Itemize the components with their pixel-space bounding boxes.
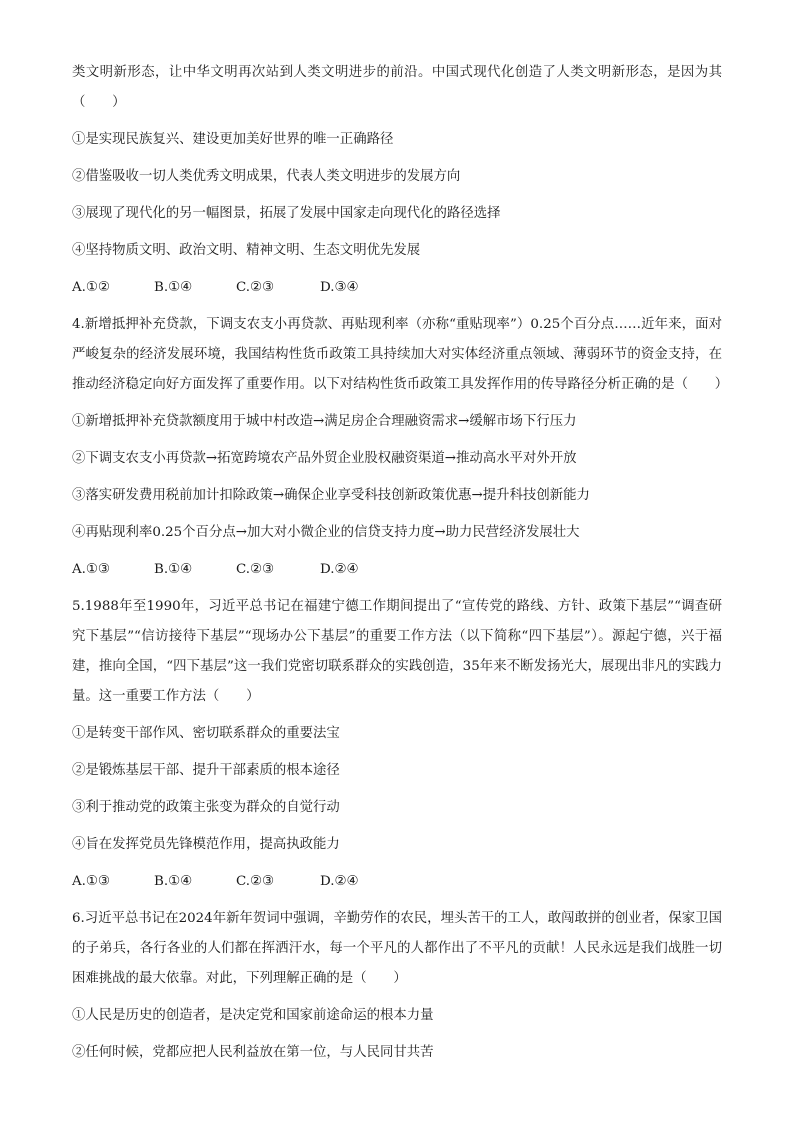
q4-option-b: B.①④ <box>154 562 193 577</box>
q3-options <box>72 273 722 303</box>
q5-stem: 5.1988年至1990年，习近平总书记在福建宁德工作期间提出了“宣传党的路线、方针、政策下基层”“调查研究下基层”“信访接待下基层”“现场办公下基层”的重要工作方法（以下简称“四下基层”）。源起宁德，兴于福建，推向全国，“四下基层”这一我们党密切联系群众的实践创造，35年来不断发扬光大，展现出非凡的实践力量。这一重要工作方法（ ） <box>72 599 722 704</box>
q6-stem: 6.习近平总书记在2024年新年贺词中强调，辛勤劳作的农民，埋头苦干的工人，敢闯敢拼的创业者，保家卫国的子弟兵，各行各业的人们都在挥洒汗水，每一个平凡的人都作出了不平凡的贡献！人民永远是我们战胜一切困难挑战的最大依靠。对此，下列理解正确的是（ ） <box>72 911 722 986</box>
q5-option-b: B.①④ <box>154 874 193 889</box>
q3-stem: 类文明新形态，让中华文明再次站到人类文明进步的前沿。中国式现代化创造了人类文明新形态，是因为其（ ） <box>72 65 722 110</box>
q3-option-d: D.③④ <box>320 280 359 295</box>
q4-option-c: C.②③ <box>236 562 275 577</box>
q3-option-a: A.①② <box>72 280 110 295</box>
q5-option-a: A.①③ <box>72 874 110 889</box>
q3-option-c: C.②③ <box>236 280 275 295</box>
q3-item-3: ③展现了现代化的另一幅图景，拓展了发展中国家走向现代化的路径选择 <box>72 206 501 221</box>
q4-item-1: ①新增抵押补充贷款额度用于城中村改造→满足房企合理融资需求→缓解市场下行压力 <box>72 414 577 429</box>
q6-item-1: ①人民是历史的创造者，是决定党和国家前途命运的根本力量 <box>72 1008 434 1023</box>
q4-item-4: ④再贴现利率0.25个百分点→加大对小微企业的信贷支持力度→助力民营经济发展壮大 <box>72 525 580 540</box>
q5-option-c: C.②③ <box>236 874 275 889</box>
q4-option-a: A.①③ <box>72 562 110 577</box>
q4-item-3: ③落实研发费用税前加计扣除政策→确保企业享受科技创新政策优惠→提升科技创新能力 <box>72 488 590 503</box>
q5-options <box>72 867 722 897</box>
q4-option-d: D.②④ <box>320 562 359 577</box>
q3-item-1: ①是实现民族复兴、建设更加美好世界的唯一正确路径 <box>72 132 394 147</box>
q3-item-4: ④坚持物质文明、政治文明、精神文明、生态文明优先发展 <box>72 243 421 258</box>
q5-item-1: ①是转变干部作风、密切联系群众的重要法宝 <box>72 726 340 741</box>
exam-page <box>72 58 729 1068</box>
q6-item-2: ②任何时候，党都应把人民利益放在第一位，与人民同甘共苦 <box>72 1045 434 1060</box>
q3-option-b: B.①④ <box>154 280 193 295</box>
q5-option-d: D.②④ <box>320 874 359 889</box>
q4-options <box>72 555 722 585</box>
q4-stem: 4.新增抵押补充贷款，下调支农支小再贷款、再贴现利率（亦称“重贴现率”）0.25个百分点……近年来，面对严峻复杂的经济发展环境，我国结构性货币政策工具持续加大对实体经济重点领域、薄弱环节的资金支持，在推动经济稳定向好方面发挥了重要作用。以下对结构性货币政策工具发挥作用的传导路径分析正确的是（ ） <box>72 317 729 392</box>
q5-item-2: ②是锻炼基层干部、提升干部素质的根本途径 <box>72 763 340 778</box>
q5-item-4: ④旨在发挥党员先锋模范作用，提高执政能力 <box>72 837 340 852</box>
q4-item-2: ②下调支农支小再贷款→拓宽跨境农产品外贸企业股权融资渠道→推动高水平对外开放 <box>72 451 577 466</box>
q3-item-2: ②借鉴吸收一切人类优秀文明成果，代表人类文明进步的发展方向 <box>72 169 461 184</box>
q5-item-3: ③利于推动党的政策主张变为群众的自觉行动 <box>72 800 340 815</box>
